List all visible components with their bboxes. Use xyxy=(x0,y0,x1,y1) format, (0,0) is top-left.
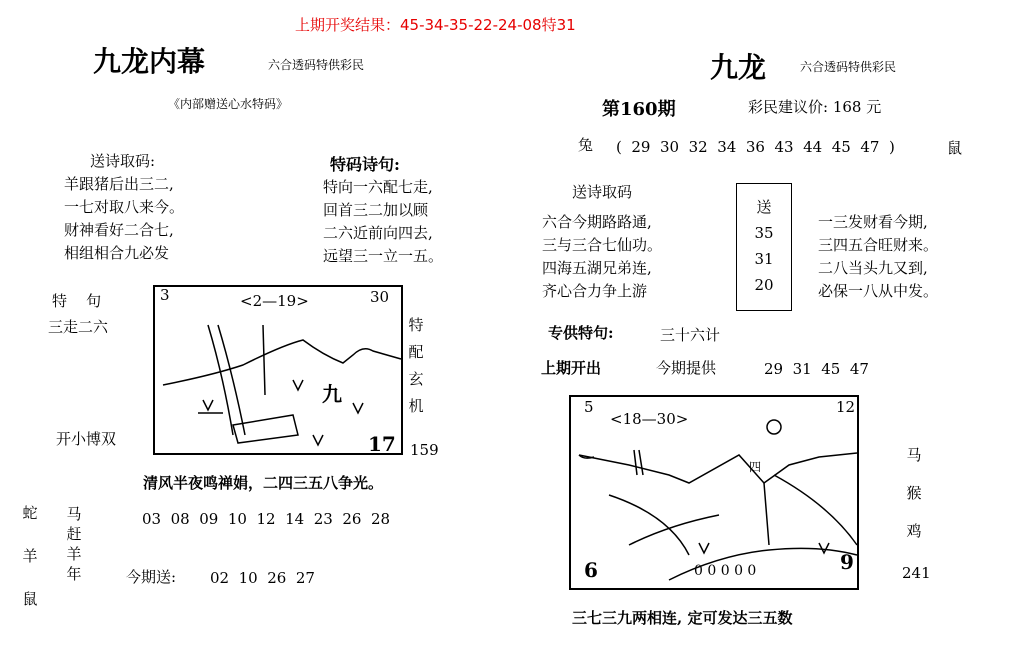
right-sketch-n12: 12 xyxy=(836,398,856,416)
right-poem-line: 六合今期路路通, xyxy=(542,213,652,231)
right-bottom-verse: 三七三九两相连, 定可发达三五数 xyxy=(572,609,793,627)
right-sketch-range: <18—30> xyxy=(610,410,689,428)
left-verse: 清风半夜鸣禅娟，二四三五八争光。 xyxy=(143,474,384,492)
right-poem-line: 齐心合力争上游 xyxy=(542,282,648,300)
send-box-item: 20 xyxy=(754,276,774,294)
tu-label: 兔 xyxy=(578,136,594,154)
poem1-line: 羊跟猪后出三二, xyxy=(64,175,174,193)
right-poem-line: 二八当头九又到, xyxy=(818,259,928,277)
left-num-159: 159 xyxy=(410,441,439,459)
zodiac-char: 蛇 xyxy=(22,504,38,522)
poem2-line: 二六近前向四去, xyxy=(323,224,433,242)
te-ju-label: 特 句 xyxy=(52,292,102,310)
side-char: 配 xyxy=(408,343,424,361)
left-subtitle: 六合透码特供彩民 xyxy=(268,58,365,72)
poem2-line: 回首三二加以顾 xyxy=(323,201,429,219)
right-side-vertical xyxy=(904,436,924,550)
side-char: 马 xyxy=(906,446,922,464)
side-char: 猴 xyxy=(906,484,922,502)
mgyn-char: 赶 xyxy=(66,525,82,543)
side-char: 玄 xyxy=(408,370,424,388)
right-poem-line: 一三发财看今期, xyxy=(818,213,928,231)
send-label: 今期送: xyxy=(126,568,177,586)
mgyn-char: 羊 xyxy=(66,545,82,563)
right-poem-line: 四海五湖兄弟连, xyxy=(542,259,652,277)
poem1-line: 一七对取八来今。 xyxy=(64,198,185,216)
side-char: 机 xyxy=(408,397,424,415)
poem2-line: 特向一六配七走, xyxy=(323,178,433,196)
poem2-heading: 特码诗句: xyxy=(330,155,400,174)
issue-number: 第160期 xyxy=(602,99,676,120)
mgyn-char: 年 xyxy=(66,565,82,583)
left-sketch-n30: 30 xyxy=(370,288,390,306)
left-numbers: 03 08 09 10 12 14 23 26 28 xyxy=(142,510,391,528)
price: 彩民建议价: 168 元 xyxy=(748,98,882,116)
poem2-line: 远望三一立一五。 xyxy=(323,247,444,265)
zodiac-left xyxy=(20,492,40,621)
right-subtitle: 六合透码特供彩民 xyxy=(800,60,897,74)
send-box-item: 35 xyxy=(754,224,774,242)
right-sketch-n5: 5 xyxy=(584,398,594,416)
provide-label: 今期提供 xyxy=(656,359,717,377)
right-poem-line: 三与三合七仙功。 xyxy=(542,236,663,254)
right-poem-right xyxy=(818,211,938,303)
left-side-vertical xyxy=(406,312,426,420)
poem2-body xyxy=(323,176,443,268)
special-value: 三十六计 xyxy=(660,326,721,344)
left-sketch-n3: 3 xyxy=(160,286,170,304)
ma-gan-yang-nian xyxy=(64,504,84,584)
right-num-241: 241 xyxy=(902,564,931,582)
kai-xiao-text: 开小博双 xyxy=(56,430,117,448)
left-sketch xyxy=(153,285,403,455)
send-box-item: 送 xyxy=(756,198,772,216)
right-poem-line: 必保一八从中发。 xyxy=(818,282,939,300)
te-ju-text: 三走二六 xyxy=(48,318,109,336)
right-poem-left xyxy=(542,211,662,303)
left-title: 九龙内幕 xyxy=(93,45,206,78)
last-result-header: 上期开奖结果：45-34-35-22-24-08特31 xyxy=(295,16,576,34)
send-numbers: 02 10 26 27 xyxy=(210,569,315,587)
right-poem-heading: 送诗取码 xyxy=(572,183,633,201)
side-char: 鸡 xyxy=(906,522,922,540)
left-note: 《内部赠送心水特码》 xyxy=(168,97,289,111)
last-label: 上期开出 xyxy=(541,359,602,377)
left-sketch-jiu: 九 xyxy=(322,382,342,406)
right-sketch-n9: 9 xyxy=(840,550,854,574)
poem1-line: 相组相合九必发 xyxy=(64,244,170,262)
poem1-line: 财神看好二合七, xyxy=(64,221,174,239)
right-poem-line: 三四五合旺财来。 xyxy=(818,236,939,254)
right-sketch-n6: 6 xyxy=(584,558,598,582)
mgyn-char: 马 xyxy=(66,505,82,523)
left-sketch-n17: 17 xyxy=(368,432,396,456)
zodiac-char: 鼠 xyxy=(22,590,38,608)
zodiac-char: 羊 xyxy=(22,547,38,565)
shu-label: 鼠 xyxy=(947,139,963,157)
side-char: 特 xyxy=(408,316,424,334)
poem1-body xyxy=(64,173,184,265)
tu-numbers: ( 29 30 32 34 36 43 44 45 47 ) xyxy=(616,138,895,156)
right-title: 九龙 xyxy=(710,51,767,84)
send-box-item: 31 xyxy=(754,250,774,268)
send-box xyxy=(736,183,792,311)
left-sketch-range: <2—19> xyxy=(240,292,309,310)
svg-text:四: 四 xyxy=(749,460,762,474)
provide-numbers: 29 31 45 47 xyxy=(764,360,869,378)
poem1-heading: 送诗取码: xyxy=(90,152,156,170)
svg-text:0 0 0 0 0: 0 0 0 0 0 xyxy=(694,563,757,579)
special-label: 专供特句: xyxy=(548,324,614,342)
